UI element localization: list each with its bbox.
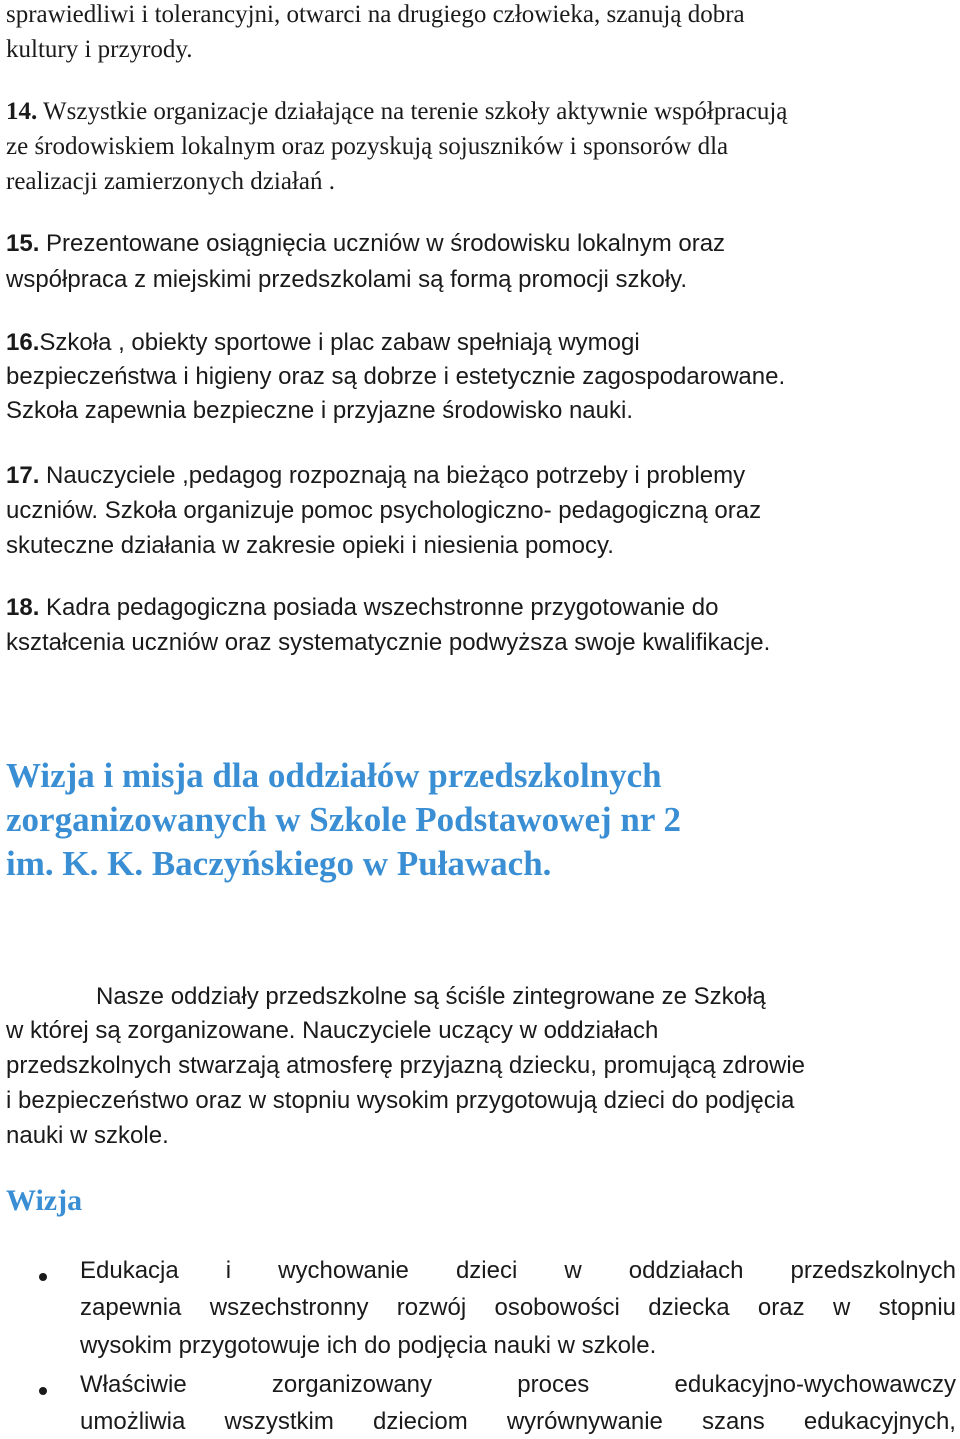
item-number: 18. bbox=[6, 594, 40, 621]
item-text: Szkoła , obiekty sportowe i plac zabaw spełniają wymogi bbox=[39, 329, 640, 356]
word: dziecka bbox=[648, 1294, 730, 1321]
word: zorganizowany bbox=[271, 1371, 433, 1398]
word: umożliwia bbox=[80, 1408, 186, 1435]
text-line: bezpieczeństwa i higieny oraz są dobrze i estetycznie zagospodarowane. bbox=[6, 363, 786, 390]
word: wychowanie bbox=[278, 1257, 409, 1284]
text-line: sprawiedliwi i tolerancyjni, otwarci na drugiego człowieka, szanują dobra bbox=[6, 1, 745, 28]
word: w bbox=[564, 1257, 582, 1284]
word: Edukacja bbox=[80, 1257, 179, 1284]
word: edukacyjnych, bbox=[803, 1408, 956, 1435]
heading-line: zorganizowanych w Szkole Podstawowej nr 2 bbox=[6, 800, 682, 839]
text-line bbox=[80, 1407, 956, 1437]
item-text: Nauczyciele ,pedagog rozpoznają na bieżąco potrzeby i problemy bbox=[39, 462, 746, 489]
heading-line: Wizja i misja dla oddziałów przedszkolnych bbox=[6, 756, 662, 795]
text-line bbox=[6, 229, 725, 259]
text-line: Szkoła zapewnia bezpieczne i przyjazne środowisko nauki. bbox=[6, 397, 633, 424]
text-line bbox=[80, 1293, 956, 1323]
word: w bbox=[832, 1294, 851, 1321]
bullet-icon bbox=[39, 1387, 47, 1395]
word: edukacyjno-wychowawczy bbox=[674, 1371, 956, 1398]
word: wszystkim bbox=[224, 1408, 334, 1435]
word: rozwój bbox=[396, 1294, 467, 1321]
word: przedszkolnych bbox=[790, 1257, 956, 1284]
text-line: współpraca z miejskimi przedszkolami są formą promocji szkoły. bbox=[6, 266, 688, 293]
word: proces bbox=[517, 1371, 590, 1398]
word: zapewnia bbox=[80, 1294, 182, 1321]
text-line: kultury i przyrody. bbox=[6, 36, 193, 63]
text-line bbox=[6, 593, 719, 623]
text-line bbox=[6, 328, 640, 358]
text-line: kształcenia uczniów oraz systematycznie podwyższa swoje kwalifikacje. bbox=[6, 629, 771, 656]
text-line: Nasze oddziały przedszkolne są ściśle zintegrowane ze Szkołą bbox=[96, 983, 766, 1010]
word: dzieci bbox=[455, 1257, 518, 1284]
item-text: Wszystkie organizacje działające na terenie szkoły aktywnie współpracują bbox=[37, 98, 788, 125]
word: wyrównywanie bbox=[506, 1408, 663, 1435]
word: oraz bbox=[757, 1294, 805, 1321]
item-number: 15. bbox=[6, 230, 40, 257]
heading-line: im. K. K. Baczyńskiego w Puławach. bbox=[6, 844, 552, 883]
text-line: wysokim przygotowuje ich do podjęcia nauki w szkole. bbox=[80, 1332, 657, 1359]
text-line: i bezpieczeństwo oraz w stopniu wysokim przygotowują dzieci do podjęcia bbox=[6, 1087, 795, 1114]
text-line bbox=[6, 97, 787, 127]
item-text: Prezentowane osiągnięcia uczniów w środowisku lokalnym oraz bbox=[39, 230, 726, 257]
text-line: w której są zorganizowane. Nauczyciele uczący w oddziałach bbox=[6, 1017, 659, 1044]
item-number: 14. bbox=[6, 98, 38, 125]
word: oddziałach bbox=[628, 1257, 744, 1284]
text-line: uczniów. Szkoła organizuje pomoc psychologiczno- pedagogiczną oraz bbox=[6, 497, 762, 524]
text-line: przedszkolnych stwarzają atmosferę przyjazną dziecku, promującą zdrowie bbox=[6, 1052, 806, 1079]
text-line: skuteczne działania w zakresie opieki i niesienia pomocy. bbox=[6, 532, 614, 559]
text-line: ze środowiskiem lokalnym oraz pozyskują sojuszników i sponsorów dla bbox=[6, 133, 729, 160]
item-text: Kadra pedagogiczna posiada wszechstronne przygotowanie do bbox=[39, 594, 719, 621]
word: wszechstronny bbox=[209, 1294, 369, 1321]
text-line bbox=[80, 1370, 956, 1400]
text-line bbox=[80, 1256, 956, 1286]
word: dzieciom bbox=[372, 1408, 468, 1435]
text-line: nauki w szkole. bbox=[6, 1122, 169, 1149]
text-line: realizacji zamierzonych działań . bbox=[6, 168, 335, 195]
word: i bbox=[225, 1257, 232, 1284]
word: osobowości bbox=[494, 1294, 620, 1321]
word: stopniu bbox=[878, 1294, 956, 1321]
word: Właściwie bbox=[80, 1371, 187, 1398]
bullet-icon bbox=[39, 1273, 47, 1281]
vision-title: Wizja bbox=[6, 1184, 83, 1217]
item-number: 16. bbox=[6, 329, 40, 356]
word: szans bbox=[702, 1408, 765, 1435]
text-line bbox=[6, 461, 745, 491]
item-number: 17. bbox=[6, 462, 40, 489]
